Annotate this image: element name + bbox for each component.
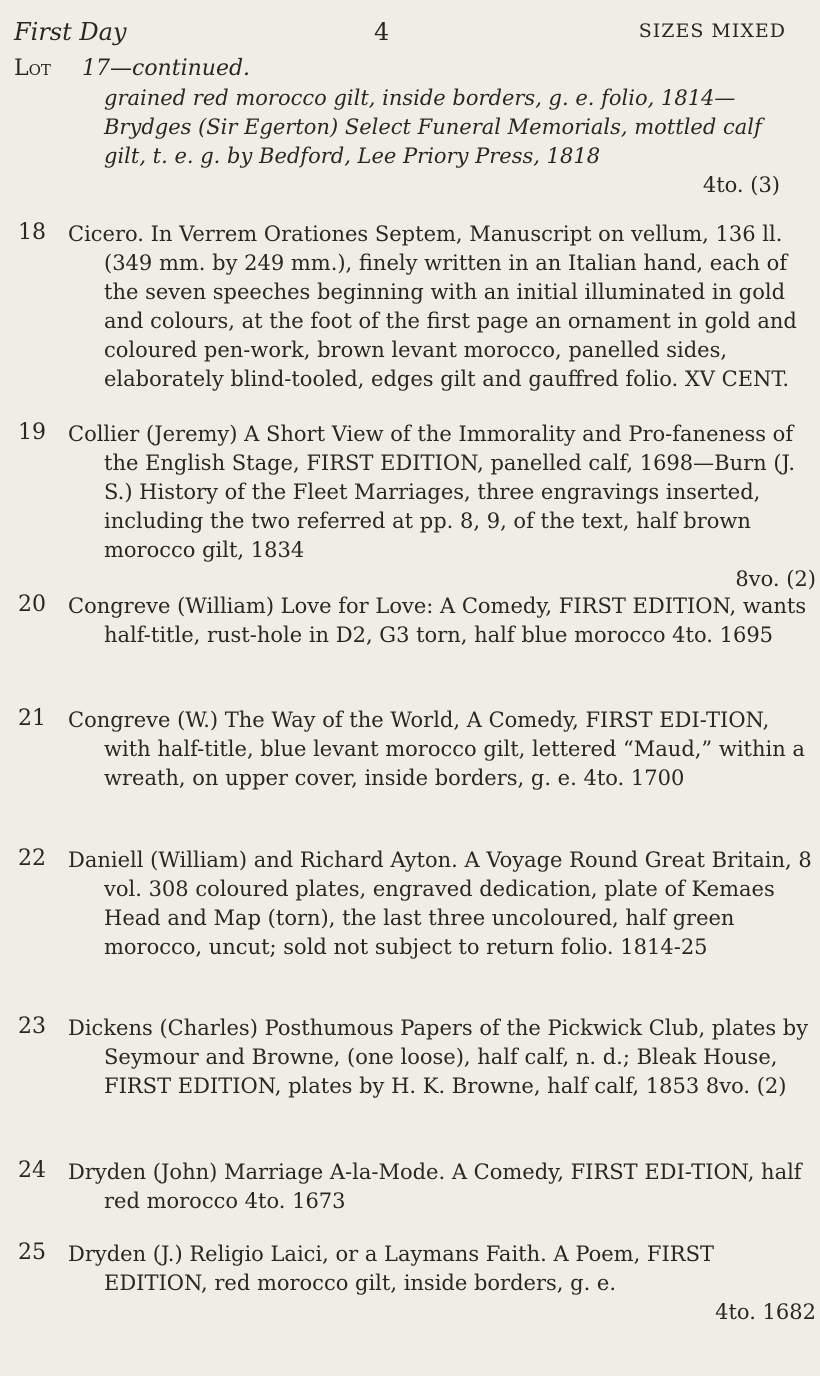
section-title: SIZES MIXED	[638, 20, 786, 42]
entry-text: Dryden (John) Marriage A-la-Mode. A Comedy, FIRST EDI-TION, half red morocco 4to. 1673	[68, 1160, 802, 1213]
entry-text: grained red morocco gilt, inside borders, g. e. folio, 1814— Brydges (Sir Egerton) Select Funeral Memorials, mottled calf gilt, t. e. g. by Bedford, Lee Priory Press, 1818	[104, 86, 762, 168]
day-title: First Day	[14, 18, 127, 46]
lot-label: Lot	[14, 56, 51, 81]
entry-text: Collier (Jeremy) A Short View of the Immorality and Pro-faneness of the English Stage, FIRST EDITION, panelled calf, 1698—Burn (J. S.) History of the Fleet Marriages, three engravings inserted, including the two referred at pp. 8, 9, of the text, half brown morocco gilt, 1834	[68, 422, 796, 562]
page-number: 4	[374, 18, 390, 46]
lot-number: 20	[18, 592, 46, 617]
page-header	[14, 18, 786, 58]
lot-number: 23	[18, 1014, 46, 1039]
entry-text: Dickens (Charles) Posthumous Papers of the Pickwick Club, plates by Seymour and Browne, (one loose), half calf, n. d.; Bleak House, FIRST EDITION, plates by H. K. Browne, half calf, 1853 8vo. (2)	[68, 1016, 809, 1098]
entry-format: 4to. 1682	[715, 1300, 816, 1324]
entry-format: 4to. (3)	[702, 173, 780, 197]
entry-format: 8vo. (2)	[735, 567, 816, 591]
lot-number: 18	[18, 220, 46, 245]
lot-number: 24	[18, 1158, 46, 1183]
entry-text: Congreve (William) Love for Love: A Comedy, FIRST EDITION, wants half-title, rust-hole in D2, G3 torn, half blue morocco 4to. 1695	[68, 594, 807, 647]
entry-text: Daniell (William) and Richard Ayton. A Voyage Round Great Britain, 8 vol. 308 coloured plates, engraved dedication, plate of Kemaes Head and Map (torn), the last three uncoloured, half green morocco, uncut; sold not subject to return folio. 1814-25	[68, 848, 812, 959]
lot-number: 21	[18, 706, 46, 731]
lot-number: 22	[18, 846, 46, 871]
entry-text: Cicero. In Verrem Orationes Septem, Manuscript on vellum, 136 ll. (349 mm. by 249 mm.), finely written in an Italian hand, each of the seven speeches beginning with an initial illuminated in gold and colours, at the foot of the first page an ornament in gold and coloured pen-work, brown levant morocco, panelled sides, elaborately blind-tooled, edges gilt and gauffred folio. XV CENT.	[68, 222, 797, 391]
entry-text: Dryden (J.) Religio Laici, or a Laymans Faith. A Poem, FIRST EDITION, red morocco gilt, inside borders, g. e.	[68, 1242, 715, 1295]
entry-text: Congreve (W.) The Way of the World, A Comedy, FIRST EDI-TION, with half-title, blue levant morocco gilt, lettered “Maud,” within a wreath, on upper cover, inside borders, g. e. 4to. 1700	[68, 708, 805, 790]
lot-number: 25	[18, 1240, 46, 1265]
lot-continued: 17—continued.	[82, 56, 251, 81]
lot-number: 19	[18, 420, 46, 445]
